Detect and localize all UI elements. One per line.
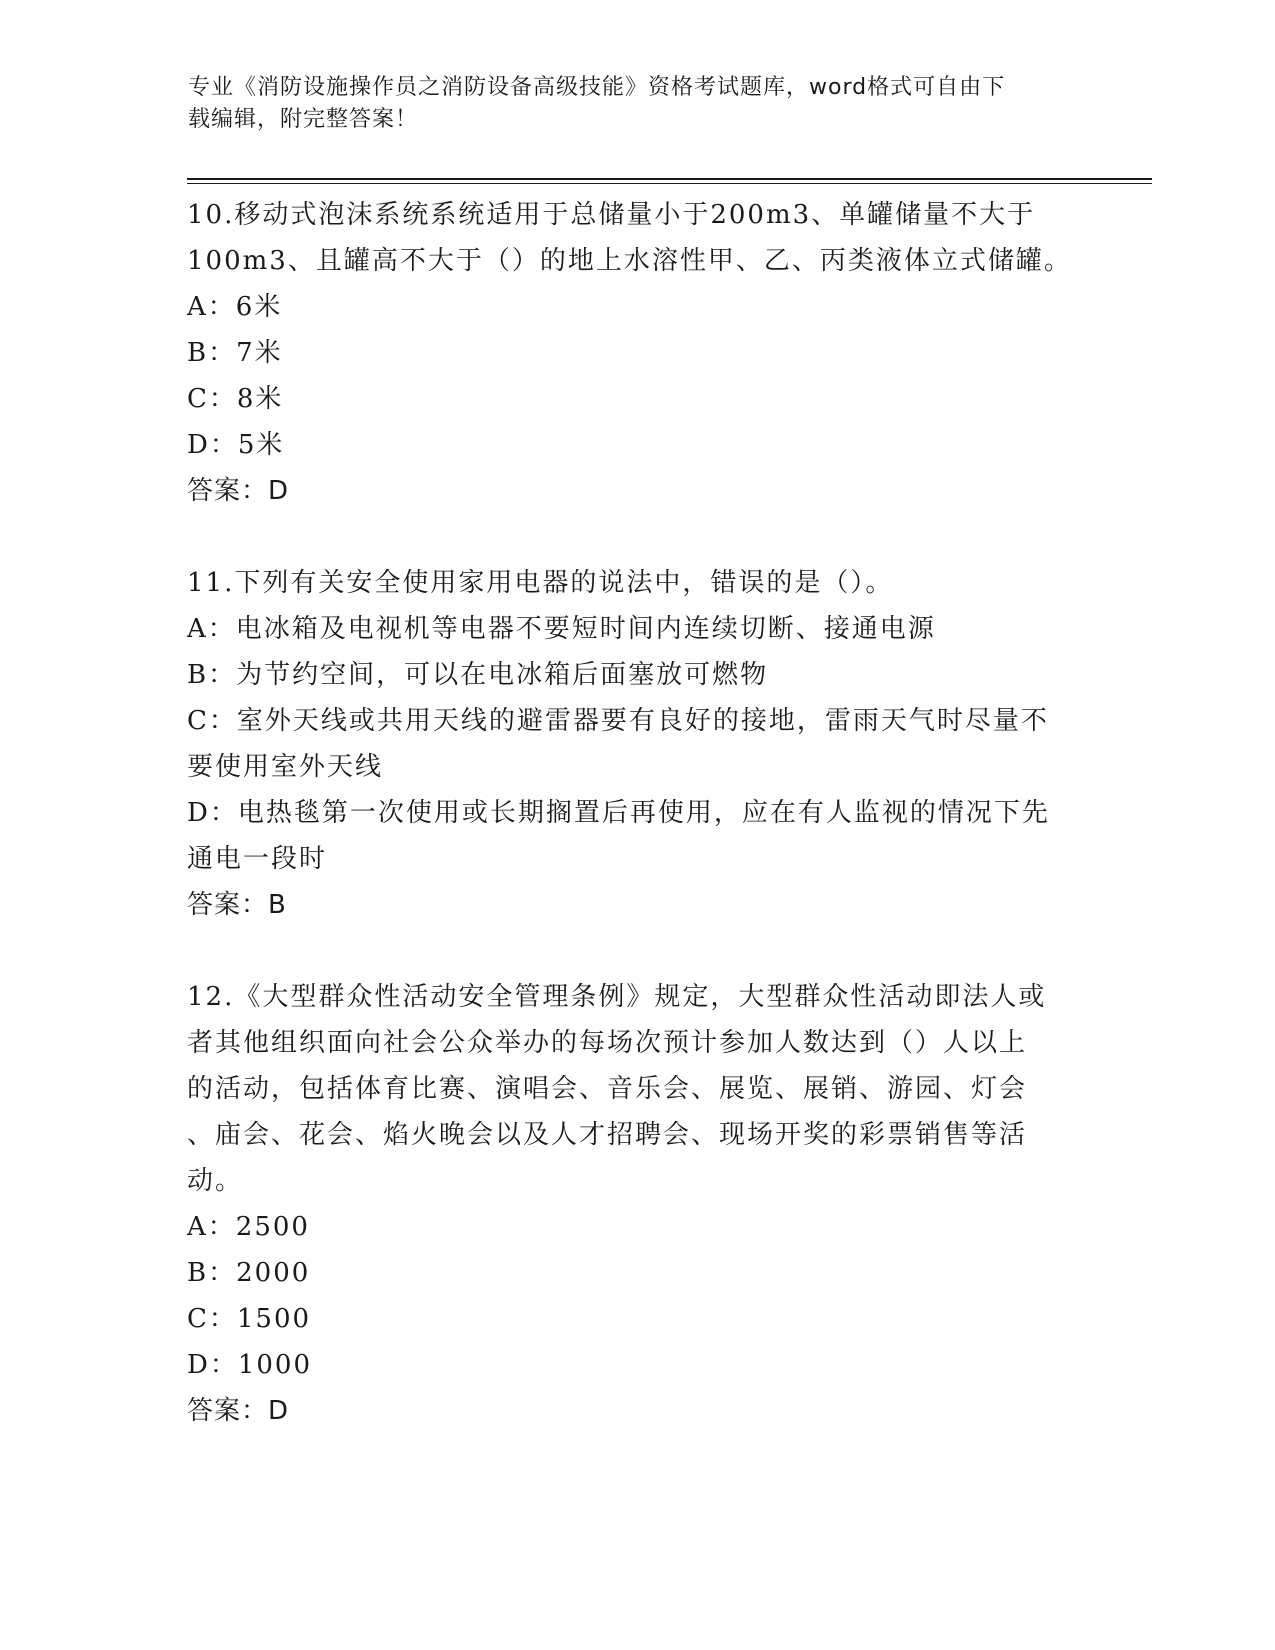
question-11 — [187, 560, 1087, 928]
option-c: C：1500 — [187, 1304, 312, 1334]
header-line-1: 专业《消防设施操作员之消防设备高级技能》资格考试题库，word格式可自由下 — [188, 75, 1006, 100]
header-divider-thin — [187, 183, 1152, 184]
option-b: B：7米 — [187, 338, 283, 368]
question-gap — [187, 514, 1087, 560]
option-c: C：室外天线或共用天线的避雷器要有良好的接地，雷雨天气时尽量不 — [187, 706, 1049, 736]
answer: 答案：B — [187, 890, 287, 920]
option-d: D：5米 — [187, 430, 285, 460]
answer: 答案：D — [187, 476, 290, 506]
document-header — [188, 72, 1088, 136]
option-b: B：为节约空间，可以在电冰箱后面塞放可燃物 — [187, 660, 769, 690]
question-12 — [187, 974, 1087, 1434]
option-c: C：8米 — [187, 384, 284, 414]
question-10 — [187, 192, 1087, 514]
question-text-line: 100m3、且罐高不大于（）的地上水溶性甲、乙、丙类液体立式储罐。 — [187, 246, 1072, 276]
option-a: A：6米 — [187, 292, 283, 322]
question-text-line: 者其他组织面向社会公众举办的每场次预计参加人数达到（）人以上 — [187, 1028, 1028, 1058]
question-text-line: 的活动，包括体育比赛、演唱会、音乐会、展览、展销、游园、灯会 — [187, 1074, 1028, 1104]
header-divider-thick — [187, 178, 1152, 180]
question-text-line: 、庙会、花会、焰火晚会以及人才招聘会、现场开奖的彩票销售等活 — [187, 1120, 1028, 1150]
question-text-line: 动。 — [187, 1166, 244, 1196]
option-c-continued: 要使用室外天线 — [187, 752, 384, 782]
answer: 答案：D — [187, 1396, 290, 1426]
option-d: D：电热毯第一次使用或长期搁置后再使用，应在有人监视的情况下先 — [187, 798, 1050, 828]
option-b: B：2000 — [187, 1258, 311, 1288]
question-text-line: 12.《大型群众性活动安全管理条例》规定，大型群众性活动即法人或 — [187, 982, 1047, 1012]
question-text-line: 10.移动式泡沫系统系统适用于总储量小于200m3、单罐储量不大于 — [187, 200, 1036, 230]
option-a: A：电冰箱及电视机等电器不要短时间内连续切断、接通电源 — [187, 614, 936, 644]
option-d: D：1000 — [187, 1350, 313, 1380]
option-a: A：2500 — [187, 1212, 310, 1242]
header-line-2: 载编辑，附完整答案！ — [188, 107, 419, 132]
option-d-continued: 通电一段时 — [187, 844, 328, 874]
question-gap — [187, 928, 1087, 974]
question-list — [187, 192, 1087, 1434]
question-text-line: 11.下列有关安全使用家用电器的说法中，错误的是（）。 — [187, 568, 894, 598]
